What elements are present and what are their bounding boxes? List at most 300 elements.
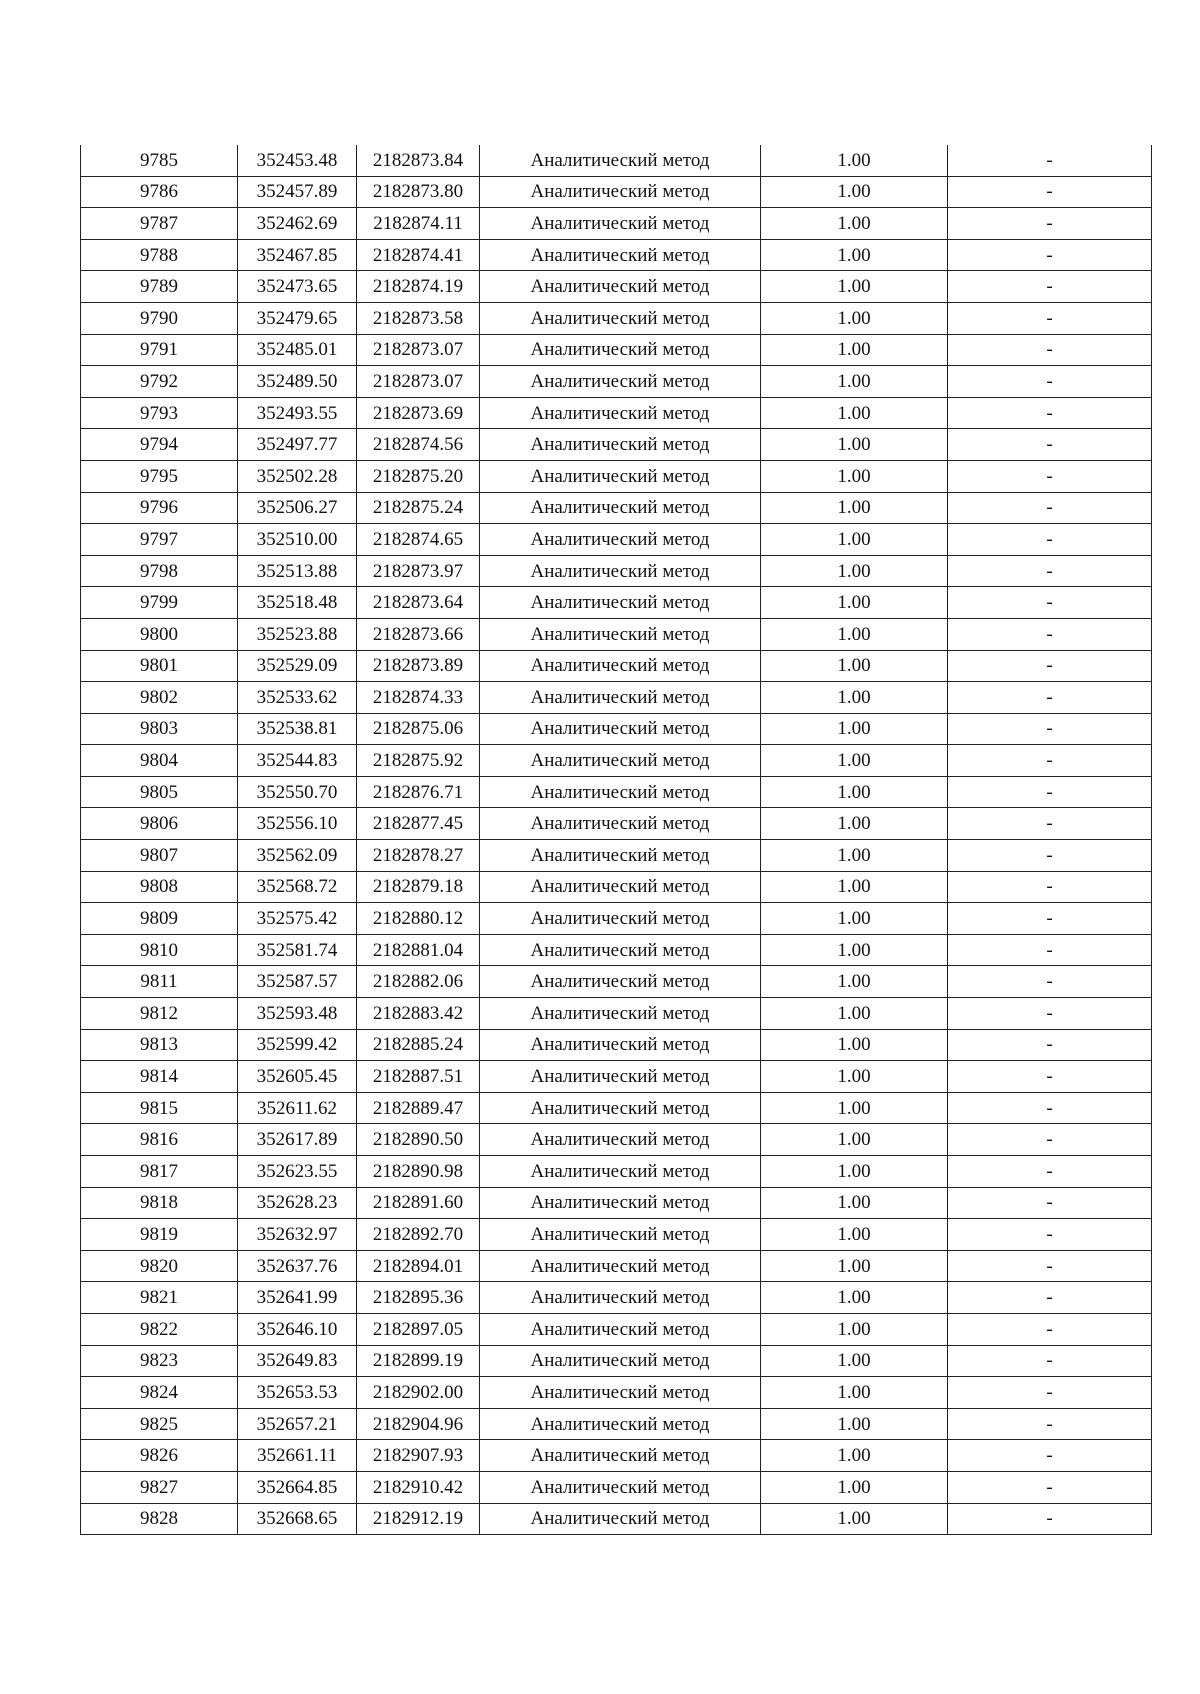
description-cell: - [948,208,1152,240]
y-coordinate-cell: 2182894.01 [357,1250,480,1282]
table-row [81,1282,1152,1314]
x-coordinate-cell: 352538.81 [238,713,357,745]
point-number-cell: 9801 [81,650,238,682]
table-row [81,745,1152,777]
y-coordinate-cell: 2182875.24 [357,492,480,524]
coordinates-table-body [81,145,1152,1535]
description-cell: - [948,524,1152,556]
point-number-cell: 9803 [81,713,238,745]
point-number-cell: 9790 [81,302,238,334]
description-cell: - [948,1440,1152,1472]
accuracy-cell: 1.00 [761,492,948,524]
method-cell: Аналитический метод [480,555,761,587]
accuracy-cell: 1.00 [761,1408,948,1440]
table-row [81,176,1152,208]
point-number-cell: 9804 [81,745,238,777]
x-coordinate-cell: 352533.62 [238,682,357,714]
description-cell: - [948,176,1152,208]
method-cell: Аналитический метод [480,1061,761,1093]
y-coordinate-cell: 2182875.20 [357,460,480,492]
x-coordinate-cell: 352661.11 [238,1440,357,1472]
method-cell: Аналитический метод [480,1471,761,1503]
accuracy-cell: 1.00 [761,334,948,366]
x-coordinate-cell: 352523.88 [238,618,357,650]
table-row [81,1377,1152,1409]
y-coordinate-cell: 2182892.70 [357,1219,480,1251]
x-coordinate-cell: 352556.10 [238,808,357,840]
table-row [81,271,1152,303]
x-coordinate-cell: 352544.83 [238,745,357,777]
point-number-cell: 9796 [81,492,238,524]
table-row [81,145,1152,176]
accuracy-cell: 1.00 [761,1345,948,1377]
method-cell: Аналитический метод [480,682,761,714]
y-coordinate-cell: 2182889.47 [357,1092,480,1124]
point-number-cell: 9820 [81,1250,238,1282]
accuracy-cell: 1.00 [761,1124,948,1156]
table-row [81,1124,1152,1156]
description-cell: - [948,460,1152,492]
y-coordinate-cell: 2182873.66 [357,618,480,650]
accuracy-cell: 1.00 [761,745,948,777]
description-cell: - [948,618,1152,650]
description-cell: - [948,334,1152,366]
table-row [81,429,1152,461]
point-number-cell: 9826 [81,1440,238,1472]
x-coordinate-cell: 352550.70 [238,776,357,808]
method-cell: Аналитический метод [480,1440,761,1472]
method-cell: Аналитический метод [480,966,761,998]
x-coordinate-cell: 352510.00 [238,524,357,556]
y-coordinate-cell: 2182873.97 [357,555,480,587]
y-coordinate-cell: 2182874.11 [357,208,480,240]
description-cell: - [948,302,1152,334]
x-coordinate-cell: 352473.65 [238,271,357,303]
description-cell: - [948,271,1152,303]
x-coordinate-cell: 352479.65 [238,302,357,334]
description-cell: - [948,492,1152,524]
y-coordinate-cell: 2182874.41 [357,239,480,271]
accuracy-cell: 1.00 [761,397,948,429]
table-row [81,1408,1152,1440]
method-cell: Аналитический метод [480,1503,761,1535]
point-number-cell: 9809 [81,903,238,935]
description-cell: - [948,1187,1152,1219]
x-coordinate-cell: 352575.42 [238,903,357,935]
method-cell: Аналитический метод [480,871,761,903]
y-coordinate-cell: 2182895.36 [357,1282,480,1314]
accuracy-cell: 1.00 [761,1092,948,1124]
table-row [81,460,1152,492]
accuracy-cell: 1.00 [761,366,948,398]
description-cell: - [948,871,1152,903]
table-row [81,1313,1152,1345]
description-cell: - [948,682,1152,714]
method-cell: Аналитический метод [480,492,761,524]
x-coordinate-cell: 352497.77 [238,429,357,461]
x-coordinate-cell: 352611.62 [238,1092,357,1124]
table-row [81,808,1152,840]
point-number-cell: 9787 [81,208,238,240]
table-row [81,208,1152,240]
description-cell: - [948,745,1152,777]
method-cell: Аналитический метод [480,1187,761,1219]
accuracy-cell: 1.00 [761,1440,948,1472]
y-coordinate-cell: 2182875.06 [357,713,480,745]
table-row [81,934,1152,966]
description-cell: - [948,1029,1152,1061]
point-number-cell: 9805 [81,776,238,808]
description-cell: - [948,1471,1152,1503]
point-number-cell: 9799 [81,587,238,619]
x-coordinate-cell: 352653.53 [238,1377,357,1409]
y-coordinate-cell: 2182873.07 [357,366,480,398]
table-row [81,998,1152,1030]
x-coordinate-cell: 352605.45 [238,1061,357,1093]
method-cell: Аналитический метод [480,745,761,777]
accuracy-cell: 1.00 [761,1313,948,1345]
method-cell: Аналитический метод [480,334,761,366]
y-coordinate-cell: 2182873.69 [357,397,480,429]
point-number-cell: 9812 [81,998,238,1030]
table-row [81,966,1152,998]
accuracy-cell: 1.00 [761,555,948,587]
accuracy-cell: 1.00 [761,429,948,461]
point-number-cell: 9791 [81,334,238,366]
method-cell: Аналитический метод [480,271,761,303]
description-cell: - [948,1408,1152,1440]
table-row [81,555,1152,587]
accuracy-cell: 1.00 [761,682,948,714]
y-coordinate-cell: 2182873.80 [357,176,480,208]
point-number-cell: 9827 [81,1471,238,1503]
point-number-cell: 9821 [81,1282,238,1314]
point-number-cell: 9788 [81,239,238,271]
y-coordinate-cell: 2182873.84 [357,145,480,176]
table-row [81,1250,1152,1282]
point-number-cell: 9817 [81,1156,238,1188]
method-cell: Аналитический метод [480,808,761,840]
description-cell: - [948,239,1152,271]
accuracy-cell: 1.00 [761,934,948,966]
description-cell: - [948,1313,1152,1345]
description-cell: - [948,934,1152,966]
y-coordinate-cell: 2182902.00 [357,1377,480,1409]
x-coordinate-cell: 352587.57 [238,966,357,998]
point-number-cell: 9785 [81,145,238,176]
description-cell: - [948,808,1152,840]
table-row [81,1440,1152,1472]
table-row [81,1061,1152,1093]
point-number-cell: 9795 [81,460,238,492]
x-coordinate-cell: 352599.42 [238,1029,357,1061]
method-cell: Аналитический метод [480,397,761,429]
y-coordinate-cell: 2182874.56 [357,429,480,461]
point-number-cell: 9807 [81,840,238,872]
y-coordinate-cell: 2182873.64 [357,587,480,619]
point-number-cell: 9825 [81,1408,238,1440]
accuracy-cell: 1.00 [761,1156,948,1188]
x-coordinate-cell: 352649.83 [238,1345,357,1377]
y-coordinate-cell: 2182885.24 [357,1029,480,1061]
method-cell: Аналитический метод [480,302,761,334]
point-number-cell: 9798 [81,555,238,587]
description-cell: - [948,1092,1152,1124]
table-row [81,840,1152,872]
description-cell: - [948,903,1152,935]
y-coordinate-cell: 2182873.89 [357,650,480,682]
accuracy-cell: 1.00 [761,145,948,176]
table-row [81,1471,1152,1503]
method-cell: Аналитический метод [480,366,761,398]
accuracy-cell: 1.00 [761,650,948,682]
method-cell: Аналитический метод [480,1124,761,1156]
point-number-cell: 9797 [81,524,238,556]
point-number-cell: 9789 [81,271,238,303]
description-cell: - [948,1503,1152,1535]
description-cell: - [948,1061,1152,1093]
accuracy-cell: 1.00 [761,208,948,240]
y-coordinate-cell: 2182875.92 [357,745,480,777]
accuracy-cell: 1.00 [761,1282,948,1314]
method-cell: Аналитический метод [480,145,761,176]
table-row [81,903,1152,935]
point-number-cell: 9824 [81,1377,238,1409]
method-cell: Аналитический метод [480,524,761,556]
method-cell: Аналитический метод [480,1408,761,1440]
accuracy-cell: 1.00 [761,176,948,208]
method-cell: Аналитический метод [480,176,761,208]
accuracy-cell: 1.00 [761,1029,948,1061]
description-cell: - [948,397,1152,429]
x-coordinate-cell: 352617.89 [238,1124,357,1156]
table-row [81,1219,1152,1251]
description-cell: - [948,1282,1152,1314]
accuracy-cell: 1.00 [761,239,948,271]
accuracy-cell: 1.00 [761,871,948,903]
method-cell: Аналитический метод [480,1092,761,1124]
accuracy-cell: 1.00 [761,524,948,556]
x-coordinate-cell: 352637.76 [238,1250,357,1282]
x-coordinate-cell: 352502.28 [238,460,357,492]
x-coordinate-cell: 352668.65 [238,1503,357,1535]
point-number-cell: 9810 [81,934,238,966]
table-row [81,1092,1152,1124]
accuracy-cell: 1.00 [761,271,948,303]
table-row [81,713,1152,745]
accuracy-cell: 1.00 [761,1061,948,1093]
table-row [81,682,1152,714]
description-cell: - [948,1377,1152,1409]
point-number-cell: 9808 [81,871,238,903]
x-coordinate-cell: 352462.69 [238,208,357,240]
point-number-cell: 9828 [81,1503,238,1535]
x-coordinate-cell: 352632.97 [238,1219,357,1251]
table-row [81,776,1152,808]
accuracy-cell: 1.00 [761,587,948,619]
x-coordinate-cell: 352568.72 [238,871,357,903]
method-cell: Аналитический метод [480,1029,761,1061]
y-coordinate-cell: 2182891.60 [357,1187,480,1219]
table-row [81,239,1152,271]
description-cell: - [948,587,1152,619]
method-cell: Аналитический метод [480,650,761,682]
point-number-cell: 9815 [81,1092,238,1124]
x-coordinate-cell: 352623.55 [238,1156,357,1188]
method-cell: Аналитический метод [480,460,761,492]
point-number-cell: 9802 [81,682,238,714]
accuracy-cell: 1.00 [761,460,948,492]
point-number-cell: 9793 [81,397,238,429]
x-coordinate-cell: 352664.85 [238,1471,357,1503]
x-coordinate-cell: 352506.27 [238,492,357,524]
y-coordinate-cell: 2182883.42 [357,998,480,1030]
table-row [81,366,1152,398]
y-coordinate-cell: 2182874.65 [357,524,480,556]
y-coordinate-cell: 2182890.50 [357,1124,480,1156]
description-cell: - [948,998,1152,1030]
x-coordinate-cell: 352593.48 [238,998,357,1030]
coordinates-table [80,145,1152,1535]
method-cell: Аналитический метод [480,776,761,808]
x-coordinate-cell: 352493.55 [238,397,357,429]
method-cell: Аналитический метод [480,587,761,619]
method-cell: Аналитический метод [480,1345,761,1377]
y-coordinate-cell: 2182873.58 [357,302,480,334]
description-cell: - [948,650,1152,682]
x-coordinate-cell: 352485.01 [238,334,357,366]
table-row [81,1029,1152,1061]
y-coordinate-cell: 2182899.19 [357,1345,480,1377]
method-cell: Аналитический метод [480,840,761,872]
description-cell: - [948,1345,1152,1377]
point-number-cell: 9811 [81,966,238,998]
accuracy-cell: 1.00 [761,1250,948,1282]
accuracy-cell: 1.00 [761,1187,948,1219]
x-coordinate-cell: 352628.23 [238,1187,357,1219]
description-cell: - [948,1219,1152,1251]
accuracy-cell: 1.00 [761,1219,948,1251]
description-cell: - [948,713,1152,745]
point-number-cell: 9814 [81,1061,238,1093]
accuracy-cell: 1.00 [761,903,948,935]
method-cell: Аналитический метод [480,1313,761,1345]
method-cell: Аналитический метод [480,208,761,240]
y-coordinate-cell: 2182907.93 [357,1440,480,1472]
description-cell: - [948,555,1152,587]
description-cell: - [948,145,1152,176]
method-cell: Аналитический метод [480,1377,761,1409]
table-row [81,397,1152,429]
accuracy-cell: 1.00 [761,1377,948,1409]
point-number-cell: 9800 [81,618,238,650]
y-coordinate-cell: 2182897.05 [357,1313,480,1345]
accuracy-cell: 1.00 [761,840,948,872]
accuracy-cell: 1.00 [761,713,948,745]
y-coordinate-cell: 2182912.19 [357,1503,480,1535]
point-number-cell: 9816 [81,1124,238,1156]
y-coordinate-cell: 2182882.06 [357,966,480,998]
point-number-cell: 9806 [81,808,238,840]
y-coordinate-cell: 2182910.42 [357,1471,480,1503]
point-number-cell: 9819 [81,1219,238,1251]
x-coordinate-cell: 352467.85 [238,239,357,271]
description-cell: - [948,366,1152,398]
table-row [81,302,1152,334]
x-coordinate-cell: 352489.50 [238,366,357,398]
x-coordinate-cell: 352581.74 [238,934,357,966]
table-row [81,587,1152,619]
y-coordinate-cell: 2182890.98 [357,1156,480,1188]
x-coordinate-cell: 352518.48 [238,587,357,619]
description-cell: - [948,1250,1152,1282]
x-coordinate-cell: 352529.09 [238,650,357,682]
y-coordinate-cell: 2182880.12 [357,903,480,935]
point-number-cell: 9813 [81,1029,238,1061]
x-coordinate-cell: 352513.88 [238,555,357,587]
description-cell: - [948,1156,1152,1188]
method-cell: Аналитический метод [480,713,761,745]
y-coordinate-cell: 2182881.04 [357,934,480,966]
method-cell: Аналитический метод [480,903,761,935]
y-coordinate-cell: 2182876.71 [357,776,480,808]
x-coordinate-cell: 352646.10 [238,1313,357,1345]
description-cell: - [948,1124,1152,1156]
table-row [81,1345,1152,1377]
method-cell: Аналитический метод [480,429,761,461]
table-row [81,1503,1152,1535]
table-row [81,650,1152,682]
method-cell: Аналитический метод [480,1250,761,1282]
description-cell: - [948,840,1152,872]
y-coordinate-cell: 2182877.45 [357,808,480,840]
method-cell: Аналитический метод [480,239,761,271]
x-coordinate-cell: 352641.99 [238,1282,357,1314]
point-number-cell: 9818 [81,1187,238,1219]
x-coordinate-cell: 352562.09 [238,840,357,872]
y-coordinate-cell: 2182873.07 [357,334,480,366]
accuracy-cell: 1.00 [761,302,948,334]
y-coordinate-cell: 2182887.51 [357,1061,480,1093]
x-coordinate-cell: 352457.89 [238,176,357,208]
accuracy-cell: 1.00 [761,1503,948,1535]
method-cell: Аналитический метод [480,1282,761,1314]
table-row [81,524,1152,556]
point-number-cell: 9792 [81,366,238,398]
accuracy-cell: 1.00 [761,998,948,1030]
table-row [81,618,1152,650]
description-cell: - [948,429,1152,461]
method-cell: Аналитический метод [480,618,761,650]
point-number-cell: 9823 [81,1345,238,1377]
y-coordinate-cell: 2182879.18 [357,871,480,903]
y-coordinate-cell: 2182874.33 [357,682,480,714]
y-coordinate-cell: 2182874.19 [357,271,480,303]
description-cell: - [948,966,1152,998]
accuracy-cell: 1.00 [761,1471,948,1503]
x-coordinate-cell: 352453.48 [238,145,357,176]
point-number-cell: 9822 [81,1313,238,1345]
accuracy-cell: 1.00 [761,618,948,650]
method-cell: Аналитический метод [480,1219,761,1251]
method-cell: Аналитический метод [480,1156,761,1188]
table-row [81,871,1152,903]
point-number-cell: 9786 [81,176,238,208]
y-coordinate-cell: 2182904.96 [357,1408,480,1440]
table-row [81,334,1152,366]
table-row [81,492,1152,524]
table-row [81,1156,1152,1188]
